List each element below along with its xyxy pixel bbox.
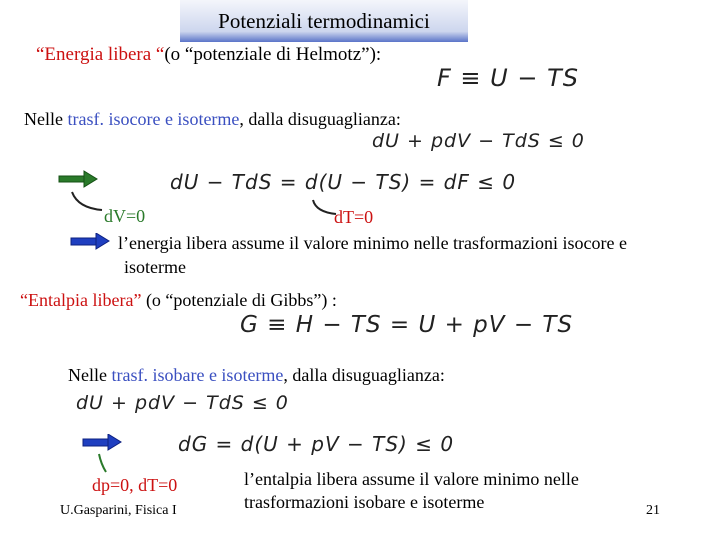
- helmholtz-label-rest: (o “potenziale di Helmotz”):: [164, 44, 382, 65]
- isobaric-conditions: dp=0, dT=0: [92, 475, 178, 495]
- isobaric-derived: dG = d(U + pV − TS) ≤ 0: [178, 432, 455, 456]
- right-arrow-icon: [70, 233, 110, 251]
- footer-author: U.Gasparini, Fisica I: [60, 503, 177, 518]
- gibbs-label-rest: (o “potenziale di Gibbs”) :: [141, 290, 337, 310]
- isochoric-colored: trasf. isocore e isoterme: [67, 109, 240, 129]
- isochoric-inequality: dU + pdV − TdS ≤ 0: [372, 130, 585, 152]
- slide-title: Potenziali termodinamici: [180, 0, 468, 42]
- isochoric-derived: dU − TdS = d(U − TS) = dF ≤ 0: [170, 170, 517, 194]
- right-arrow-icon: [58, 170, 98, 188]
- isochoric-condition-2: dT=0: [334, 207, 374, 227]
- helmholtz-heading: [36, 44, 381, 66]
- isochoric-suffix: , dalla disuguaglianza:: [239, 109, 401, 129]
- isobaric-conclusion-line-2: trasformazioni isobare e isoterme: [244, 492, 485, 512]
- page-number: 21: [646, 503, 660, 518]
- helmholtz-label: “Energia libera “: [36, 44, 165, 65]
- isochoric-conclusion-line-2: isoterme: [124, 257, 186, 277]
- gibbs-label: “Entalpia libera”: [20, 290, 142, 310]
- isobaric-inequality: dU + pdV − TdS ≤ 0: [76, 392, 289, 414]
- isochoric-condition-1: dV=0: [104, 206, 146, 226]
- right-arrow-icon: [82, 434, 122, 452]
- curved-arrow-icon: [96, 452, 110, 476]
- gibbs-heading: [20, 290, 337, 311]
- gibbs-formula: G ≡ H − TS = U + pV − TS: [240, 312, 574, 338]
- isochoric-conclusion-line-1: l’energia libera assume il valore minimo nelle trasformazioni isocore e: [118, 233, 627, 253]
- isochoric-intro: [24, 109, 401, 130]
- isobaric-intro: [68, 365, 445, 386]
- helmholtz-formula: F ≡ U − TS: [437, 64, 579, 92]
- isochoric-prefix: Nelle: [24, 109, 68, 129]
- curved-arrow-icon: [68, 190, 108, 214]
- isobaric-conclusion-line-1: l’entalpia libera assume il valore minimo nelle: [244, 469, 579, 489]
- isobaric-prefix: Nelle: [68, 365, 112, 385]
- isobaric-suffix: , dalla disuguaglianza:: [283, 365, 445, 385]
- isobaric-colored: trasf. isobare e isoterme: [111, 365, 284, 385]
